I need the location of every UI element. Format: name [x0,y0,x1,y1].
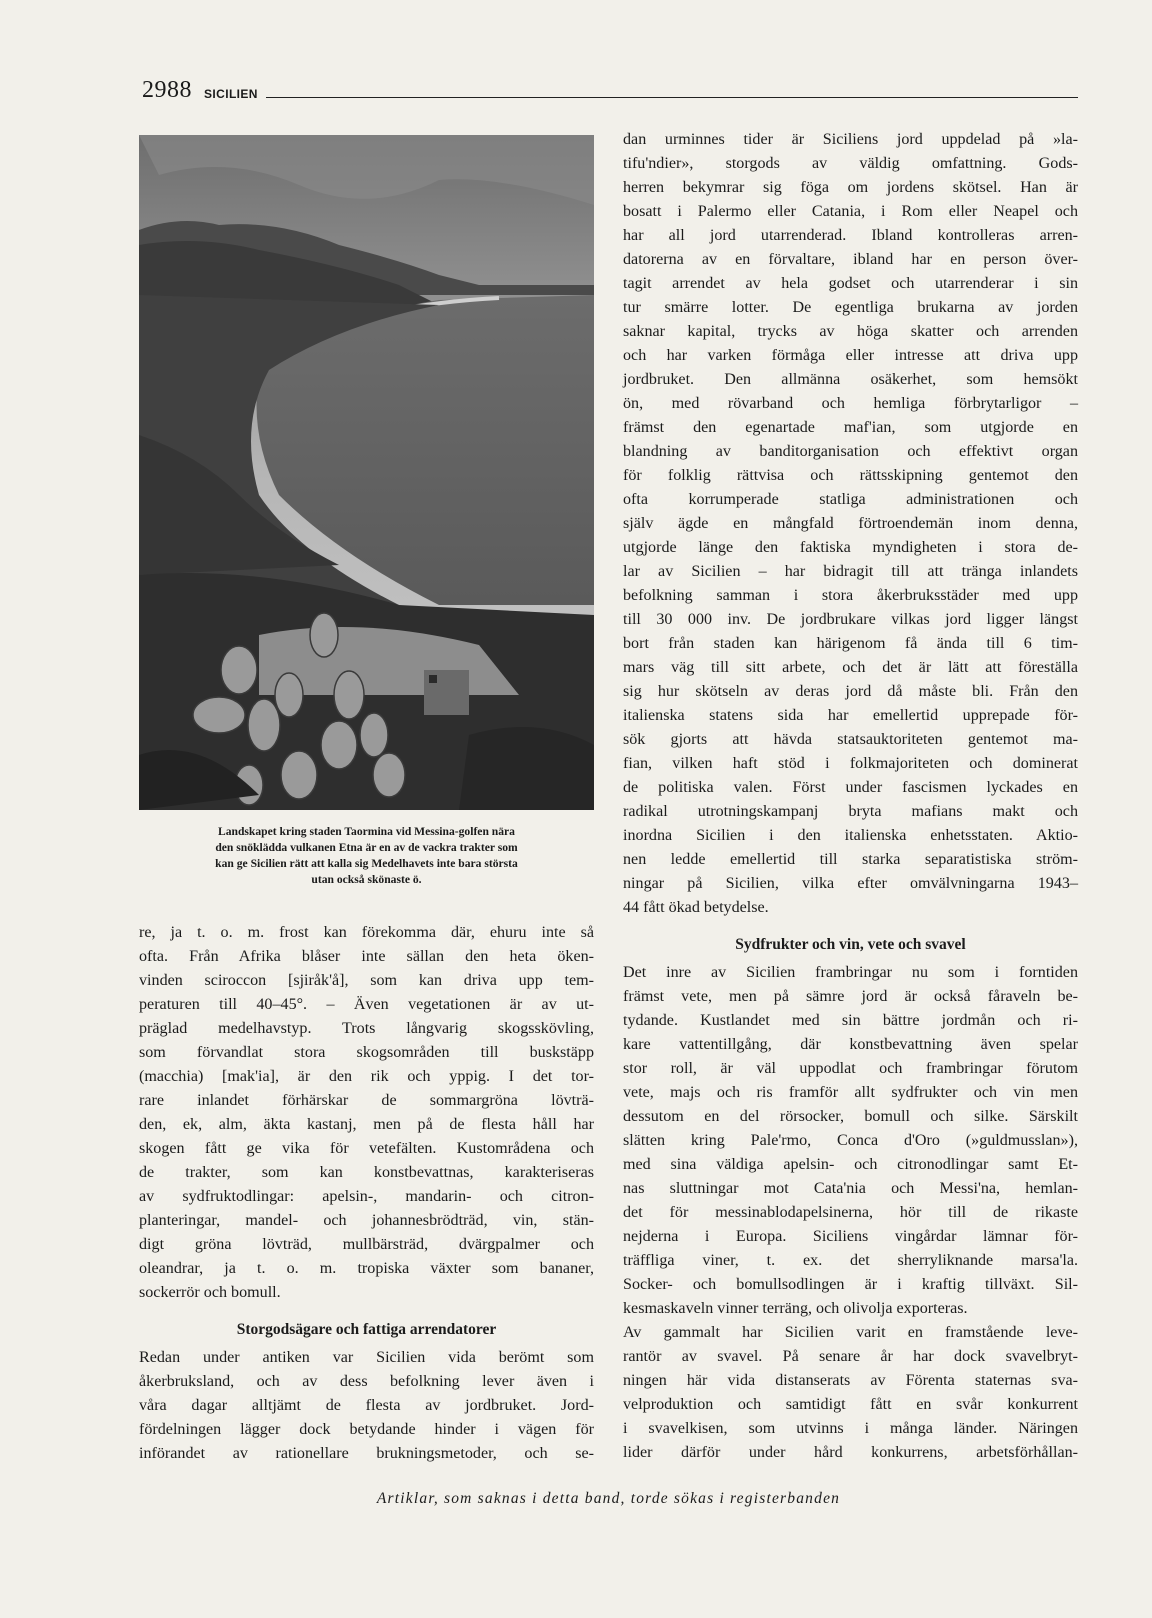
text-line: träffliga viner, t. ex. det sherryliknande marsa'la. [623,1252,1078,1269]
text-line: vinden sciroccon [sjiråk'å], som kan driva upp tem- [139,972,594,989]
text-line: befolkning samman i stora åkerbruksstäder med upp [623,587,1078,604]
text-line: införandet av rationellare brukningsmetoder, och se- [139,1445,594,1462]
right-paragraph-3 [623,1321,1078,1465]
text-line: digt gröna lövträd, mullbärsträd, dvärgpalmer och [139,1236,594,1253]
text-line: främst den egenartade maf'ian, som utgjorde en [623,419,1078,436]
caption-line: kan ge Sicilien rätt att kalla sig Medelhavets inte bara största [215,857,518,870]
text-line: själv ägde en mångfald förtroendemän inom denna, [623,515,1078,532]
left-paragraph-1 [139,921,594,1305]
text-line: av sydfruktodlingar: apelsin-, mandarin- och citron- [139,1188,594,1205]
text-line: ofta. Från Afrika blåser inte sällan den heta öken- [139,948,594,965]
text-line: våra dagar alltjämt de flesta av jordbruket. Jord- [139,1397,594,1414]
text-line: skogen fått ge vika för vetefälten. Kustområdena och [139,1140,594,1157]
text-line: lider därför under hård konkurrens, arbetsförhållan- [623,1444,1078,1461]
text-line: de politiska valen. Först under fascismen lyckades en [623,779,1078,796]
text-line: velproduktion och samtidigt fått en svår konkurrent [623,1396,1078,1413]
text-line: re, ja t. o. m. frost kan förekomma där, ehuru inte så [139,924,594,941]
text-line: (macchia) [mak'ia], är den rik och yppig. I det tor- [139,1068,594,1085]
text-line: i svavelkisen, som utvinns i många länder. Näringen [623,1420,1078,1437]
text-line: tydande. Kustlandet med sin bättre jordmån och ri- [623,1012,1078,1029]
taormina-landscape-illustration [139,135,594,810]
text-line: blandning av banditorganisation och effektivt organ [623,443,1078,460]
header-rule [266,97,1078,98]
text-line: åkerbruksland, och av dess befolkning lever även i [139,1373,594,1390]
text-line: som förvandlat stora skogsområden till buskstäpp [139,1044,594,1061]
right-paragraph-1 [623,128,1078,920]
text-line: ningar på Sicilien, vilka efter omvälvningarna 1943– [623,875,1078,892]
section-heading: Sydfrukter och vin, vete och svavel [735,936,966,953]
text-line: har all jord utarrenderad. Ibland kontrolleras arren- [623,227,1078,244]
text-line: det för messinablodapelsinerna, hör till de rikaste [623,1204,1078,1221]
text-line: rantör av svavel. På senare år har dock svavelbryt- [623,1348,1078,1365]
text-line: bort från staden kan härigenom få ända till 6 tim- [623,635,1078,652]
text-line: dan urminnes tider är Siciliens jord uppdelad på »la- [623,131,1078,148]
page-footer-note: Artiklar, som saknas i detta band, torde sökas i registerbanden [376,1490,841,1507]
text-line: inordna Sicilien i den italienska enhetsstaten. Aktio- [623,827,1078,844]
text-line: främst vete, men på sämre jord är också fåraveln be- [623,988,1078,1005]
text-line: ofta korrumperade statliga administrationen och [623,491,1078,508]
page-number: 2988 [142,77,192,103]
text-line: datorerna av en förvaltare, ibland har en person över- [623,251,1078,268]
text-line: den, ek, alm, äkta kastanj, men på de flesta håll har [139,1116,594,1133]
text-line: slätten kring Pale'rmo, Conca d'Oro (»guldmusslan»), [623,1132,1078,1149]
text-line: mars väg till sitt arbete, och det är lätt att föreställa [623,659,1078,676]
text-line: jordbruket. Den allmänna osäkerhet, som hemsökt [623,371,1078,388]
text-line: präglad medelhavstyp. Trots långvarig skogsskövling, [139,1020,594,1037]
landscape-photo [139,135,594,810]
text-line: oleandrar, ja t. o. m. tropiska växter som bananer, [139,1260,594,1277]
text-line: rare inlandet förhärskar de sommargröna lövträ- [139,1092,594,1109]
right-paragraph-2 [623,961,1078,1321]
left-column [139,921,594,1466]
text-line: sig hur skötseln av deras jord då måste bli. Från den [623,683,1078,700]
caption-line: den snöklädda vulkanen Etna är en av de vackra trakter som [215,841,518,854]
text-line: lar av Sicilien – har bidragit till att tränga inlandets [623,563,1078,580]
text-line: tur smärre lotter. De egentliga brukarna av jorden [623,299,1078,316]
text-line: till 30 000 inv. De jordbrukare vilkas jord ligger längst [623,611,1078,628]
text-line: Det inre av Sicilien frambringar nu som i forntiden [623,964,1078,981]
left-paragraph-2 [139,1346,594,1466]
text-line: tifu'ndier», storgods av väldig omfattning. Gods- [623,155,1078,172]
text-line: och har varken förmåga eller intresse att driva upp [623,347,1078,364]
caption-line: utan också skönaste ö. [311,873,422,886]
right-column [623,128,1078,1465]
text-line: Socker- och bomullsodlingen är i kraftig tillväxt. Sil- [623,1276,1078,1293]
photo-caption [139,824,594,888]
text-line: utgjorde länge den faktiska myndigheten i stora de- [623,539,1078,556]
text-line: nen ledde emellertid till starka separatistiska ström- [623,851,1078,868]
text-line: med sina väldiga apelsin- och citronodlingar samt Et- [623,1156,1078,1173]
page-header [142,78,1078,102]
text-line: sockerrör och bomull. [139,1284,281,1301]
text-line: planteringar, mandel- och johannesbrödträd, vin, stän- [139,1212,594,1229]
text-line: vete, majs och ris framför allt sydfrukter och vin men [623,1084,1078,1101]
text-line: fördelningen lägger dock betydande hinder i vägen för [139,1421,594,1438]
text-line: nas sluttningar mot Cata'nia och Messi'na, hemlan- [623,1180,1078,1197]
text-line: dessutom en del rörsocker, bomull och silke. Särskilt [623,1108,1078,1125]
text-line: stor roll, är väl uppodlat och frambringar förutom [623,1060,1078,1077]
text-line: radikal utrotningskampanj bryta mafians makt och [623,803,1078,820]
text-line: de trakter, som kan konstbevattnas, karakteriseras [139,1164,594,1181]
text-line: kare vattentillgång, där konstbevattning även spelar [623,1036,1078,1053]
text-line: tagit arrendet av hela godset och utarrenderar i sin [623,275,1078,292]
text-line: fian, vilken haft stöd i folkmajoriteten och dominerat [623,755,1078,772]
section-heading: Storgodsägare och fattiga arrendatorer [236,1321,497,1338]
text-line: Redan under antiken var Sicilien vida berömt som [139,1349,594,1366]
caption-line: Landskapet kring staden Taormina vid Messina-golfen nära [218,825,515,838]
running-head: SICILIEN [204,87,258,101]
text-line: sök gjorts att hävda statsauktoriteten gentemot ma- [623,731,1078,748]
text-line: för folklig rättvisa och rättsskipning gentemot den [623,467,1078,484]
text-line: bosatt i Palermo eller Catania, i Rom eller Neapel och [623,203,1078,220]
text-line: herren bekymrar sig föga om jordens skötsel. Han är [623,179,1078,196]
text-line: peraturen till 40–45°. – Även vegetationen är av ut- [139,996,594,1013]
text-line: Av gammalt har Sicilien varit en framstående leve- [623,1324,1078,1341]
text-line: kesmaskaveln vinner terräng, och olivolja exporteras. [623,1300,968,1317]
text-line: 44 fått ökad betydelse. [623,899,769,916]
text-line: italienska statens sida har emellertid upprepade för- [623,707,1078,724]
text-line: saknar kapital, trycks av höga skatter och arrenden [623,323,1078,340]
text-line: nejderna i Europa. Siciliens vingårdar lämnar för- [623,1228,1078,1245]
text-line: ön, med rövarband och hemliga förbrytarligor – [623,395,1078,412]
text-line: ningen här vida distanserats av Förenta staternas sva- [623,1372,1078,1389]
